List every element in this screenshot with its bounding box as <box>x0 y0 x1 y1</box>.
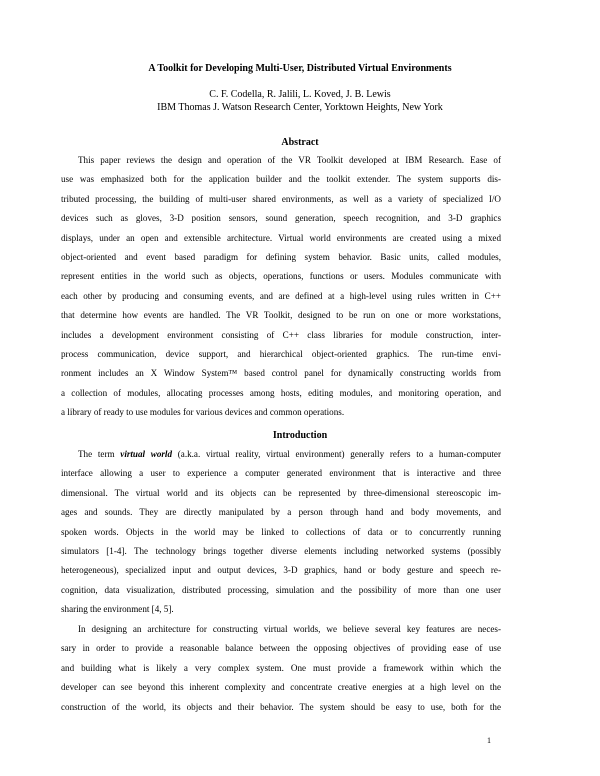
abstract-line: represent entities in the world such as objects, operations, functions or users. Modules communicate with <box>61 271 501 282</box>
author-block <box>0 89 600 114</box>
abstract-heading: Abstract <box>281 137 319 148</box>
abstract-line: tributed processing, the building of multi-user shared environments, as well as a variety of specialized I/O <box>61 193 501 204</box>
abstract-line: includes a development environment consisting of C++ class libraries for module construction, inter- <box>61 329 501 340</box>
introduction-paragraph-1 <box>61 445 501 620</box>
intro-line: simulators [1-4]. The technology brings together diverse elements including networked systems (possibly <box>61 545 501 556</box>
paper-title: A Toolkit for Developing Multi-User, Distributed Virtual Environments <box>148 63 452 74</box>
abstract-line: process communication, device support, and hierarchical object-oriented graphics. The run-time envi- <box>61 348 501 359</box>
page-number: 1 <box>487 736 491 745</box>
author-affiliation: IBM Thomas J. Watson Research Center, Yorktown Heights, New York <box>157 101 443 113</box>
intro-line: dimensional. The virtual world and its objects can be represented by three-dimensional stereoscopic im- <box>61 487 501 498</box>
intro-text: (a.k.a. virtual reality, virtual environment) generally refers to a human-computer <box>172 449 501 459</box>
introduction-paragraph-2 <box>61 620 501 717</box>
abstract-line: object-oriented and event based paradigm for defining system behavior. Basic units, called modules, <box>61 251 501 262</box>
abstract-body <box>61 151 501 422</box>
intro-line: and building what is likely a very complex system. One must provide a framework within which the <box>61 662 501 673</box>
intro-line: ages and sounds. They are directly manipulated by a person through hand and body movements, and <box>61 507 501 518</box>
introduction-heading: Introduction <box>272 430 328 441</box>
abstract-line: devices such as gloves, 3-D position sensors, sound generation, speech recognition, and 3-D graphics <box>61 213 501 224</box>
intro-line: spoken words. Objects in the world may be linked to collections of data or to concurrently running <box>61 526 501 537</box>
intro-text: The term <box>78 449 121 459</box>
intro-line: cognition, data visualization, distributed processing, simulation and the possibility of more than one user <box>61 584 501 595</box>
intro-line: sary in order to provide a reasonable balance between the opposing objectives of providing ease of use <box>61 643 501 654</box>
abstract-line: This paper reviews the design and operation of the VR Toolkit developed at IBM Research. Ease of <box>78 155 501 165</box>
intro-line: heterogeneous), specialized input and output devices, 3-D graphics, hand or body gesture and speech re- <box>61 565 501 576</box>
abstract-line: that determine how events are handled. The VR Toolkit, designed to be run on one or more workstations, <box>61 310 501 321</box>
term-virtual-world: virtual world <box>120 449 173 459</box>
abstract-line: use was emphasized both for the application builder and the toolkit extender. The system supports dis- <box>61 174 501 185</box>
intro-line: interface allowing a user to experience a computer generated environment that is interactive and three <box>61 468 501 479</box>
abstract-line: ronment includes an X Window System™ based control panel for dynamically constructing worlds from <box>61 368 501 379</box>
abstract-line: a library of ready to use modules for various devices and common operations. <box>61 407 345 418</box>
intro-line: sharing the environment [4, 5]. <box>61 604 174 615</box>
abstract-line: displays, under an open and extensible architecture. Virtual world environments are created using a mixed <box>61 232 501 243</box>
abstract-line: a collection of modules, allocating processes among hosts, editing modules, and monitoring operation, and <box>61 387 501 398</box>
author-names: C. F. Codella, R. Jalili, L. Koved, J. B. Lewis <box>209 89 391 100</box>
intro-line: construction of the world, its objects and their behavior. The system should be easy to use, both for the <box>61 701 501 712</box>
intro-line: In designing an architecture for constructing virtual worlds, we believe several key features are neces- <box>78 624 501 634</box>
intro-line: developer can see beyond this inherent complexity and concentrate creative energies at a high level on the <box>61 682 501 693</box>
intro-first-line <box>61 445 501 464</box>
abstract-line: each other by producing and consuming events, and are defined at a high-level using rules written in C++ <box>61 290 501 301</box>
